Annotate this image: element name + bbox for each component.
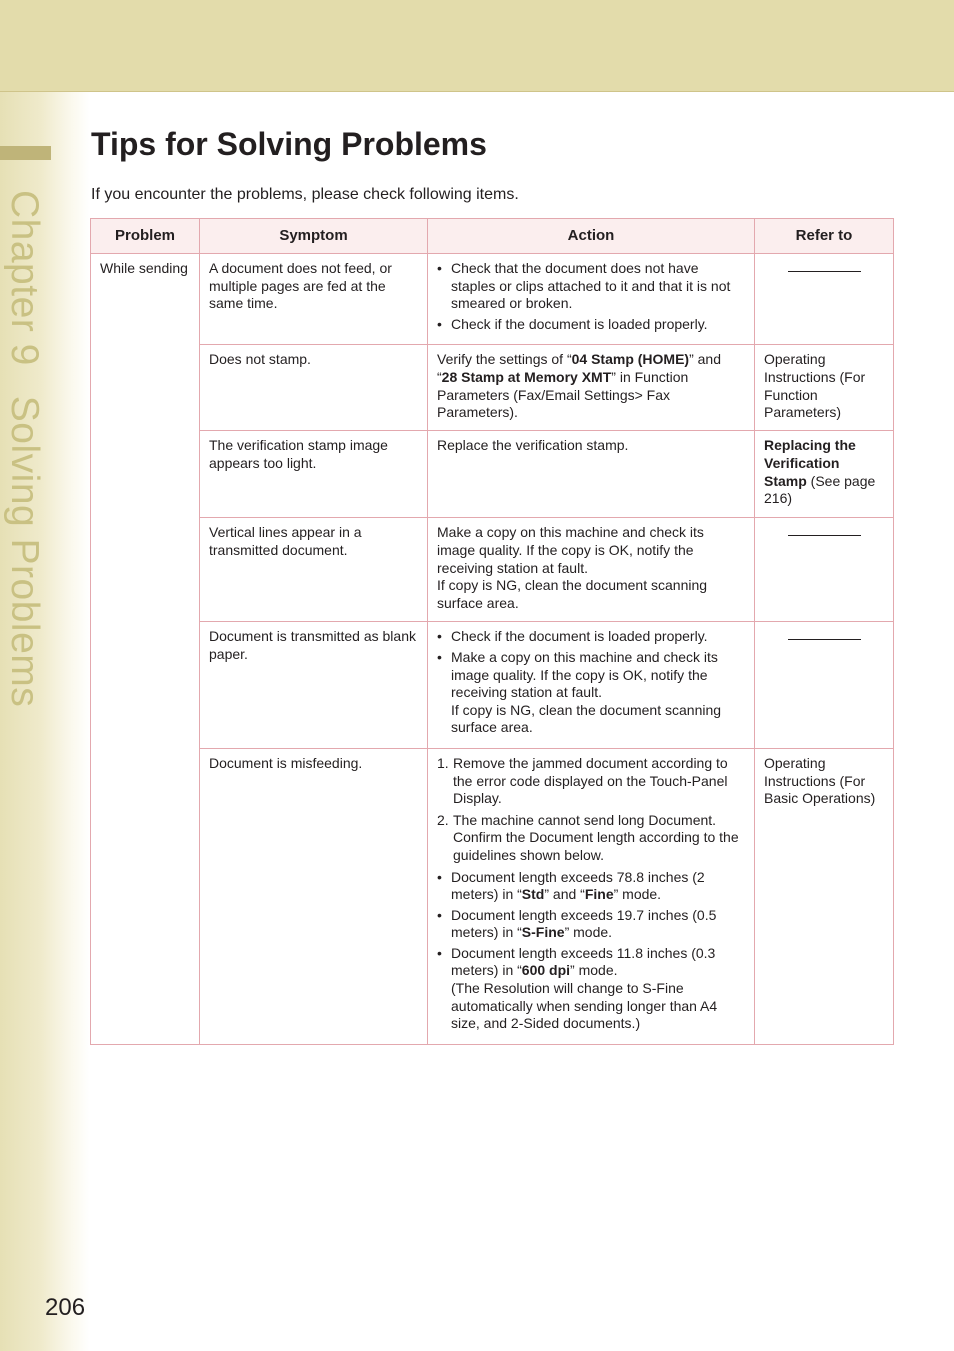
mode-name: S-Fine — [521, 924, 565, 941]
table-row — [91, 431, 894, 518]
action-steps — [437, 755, 745, 865]
header-problem: Problem — [91, 219, 200, 254]
action-text: If copy is NG, clean the document scanning surface area. — [451, 701, 722, 736]
action-cell: Replace the verification stamp. — [428, 431, 755, 518]
list-item: • Check if the document is loaded properly. — [437, 316, 745, 334]
reference-page: (See page 216) — [764, 472, 876, 507]
action-text: If copy is NG, clean the document scanning surface area. — [437, 577, 708, 611]
mode-name: 600 dpi — [521, 962, 571, 979]
header-symptom: Symptom — [200, 219, 428, 254]
refer-cell — [755, 622, 894, 749]
header-action: Action — [428, 219, 755, 254]
resolution-note: (The Resolution will change to S-Fine automatically when sending longer than A4 size, and 2-Sided documents.) — [451, 980, 718, 1032]
page-number: 206 — [45, 1294, 86, 1321]
tips-table — [90, 218, 894, 1045]
list-item: • Document length exceeds 78.8 inches (2 meters) in “Std” and “Fine” mode. — [437, 869, 745, 904]
table-row — [91, 748, 894, 1044]
chapter-tab-marker — [0, 146, 51, 160]
symptom-cell: Document is transmitted as blank paper. — [200, 622, 428, 749]
list-item: • Check if the document is loaded properly. — [437, 628, 745, 646]
symptom-cell: The verification stamp image appears too light. — [200, 431, 428, 518]
intro-text: If you encounter the problems, please check following items. — [91, 186, 519, 203]
no-reference-line — [788, 535, 861, 536]
table-row — [91, 518, 894, 622]
step-number: 2. — [437, 811, 449, 828]
step-text: The machine cannot send long Document. Confirm the Document length according to the guidelines shown below. — [453, 811, 739, 863]
list-item — [437, 812, 745, 865]
symptom-cell: Document is misfeeding. — [200, 748, 428, 1044]
action-text: ” in Function Parameters (Fax/Email Settings> Fax Parameters). — [437, 368, 689, 421]
symptom-cell: A document does not feed, or multiple pages are fed at the same time. — [200, 254, 428, 345]
list-item: • Check that the document does not have staples or clips attached to it and that it is not smeared or broken. — [437, 260, 745, 313]
mode-name: Fine — [584, 886, 614, 903]
action-cell — [428, 345, 755, 431]
list-item — [437, 755, 745, 808]
action-list — [437, 628, 745, 737]
action-text: ” and “ — [437, 351, 722, 385]
setting-name: 04 Stamp (HOME) — [571, 351, 690, 368]
chapter-title: Solving Problems — [3, 395, 46, 708]
action-cell — [428, 622, 755, 749]
header-band — [0, 0, 954, 92]
list-item: • Document length exceeds 19.7 inches (0.5 meters) in “S-Fine” mode. — [437, 907, 745, 942]
symptom-cell: Does not stamp. — [200, 345, 428, 431]
chapter-label: Chapter 9 — [3, 190, 46, 366]
refer-cell — [755, 254, 894, 345]
table-row — [91, 622, 894, 749]
action-cell — [428, 254, 755, 345]
action-cell — [428, 748, 755, 1044]
action-text: • Make a copy on this machine and check its image quality. If the copy is OK, notify the receiving station at fault. — [451, 648, 718, 701]
page-title: Tips for Solving Problems — [91, 126, 487, 162]
symptom-cell: Vertical lines appear in a transmitted document. — [200, 518, 428, 622]
action-list — [437, 260, 745, 333]
step-text: Remove the jammed document according to the error code displayed on the Touch-Panel Display. — [453, 754, 728, 807]
problem-cell: While sending — [91, 254, 200, 1045]
setting-name: 28 Stamp at Memory XMT — [441, 368, 612, 385]
action-cell — [428, 518, 755, 622]
refer-cell — [755, 431, 894, 518]
chapter-vertical-title — [2, 190, 46, 737]
refer-cell — [755, 518, 894, 622]
list-item — [437, 649, 745, 737]
table-row — [91, 345, 894, 431]
action-text: Make a copy on this machine and check its image quality. If the copy is OK, notify the receiving station at fault. — [437, 524, 704, 576]
mode-name: Std — [521, 886, 545, 903]
length-limits-list — [437, 869, 745, 1033]
refer-cell: Operating Instructions (For Function Parameters) — [755, 345, 894, 431]
reference-link[interactable]: Replacing the Verification Stamp — [764, 437, 856, 489]
step-number: 1. — [437, 754, 449, 771]
no-reference-line — [788, 271, 861, 272]
header-refer-to: Refer to — [755, 219, 894, 254]
no-reference-line — [788, 639, 861, 640]
refer-cell: Operating Instructions (For Basic Operations) — [755, 748, 894, 1044]
action-text: Verify the settings of “ — [437, 351, 572, 368]
list-item: • Document length exceeds 11.8 inches (0.3 meters) in “600 dpi” mode. (The Resolution will change to S-Fine automatically when sending longer than A4 size, and 2-Sided documents.) — [437, 945, 745, 1033]
table-header-row — [91, 219, 894, 254]
table-row — [91, 254, 894, 345]
